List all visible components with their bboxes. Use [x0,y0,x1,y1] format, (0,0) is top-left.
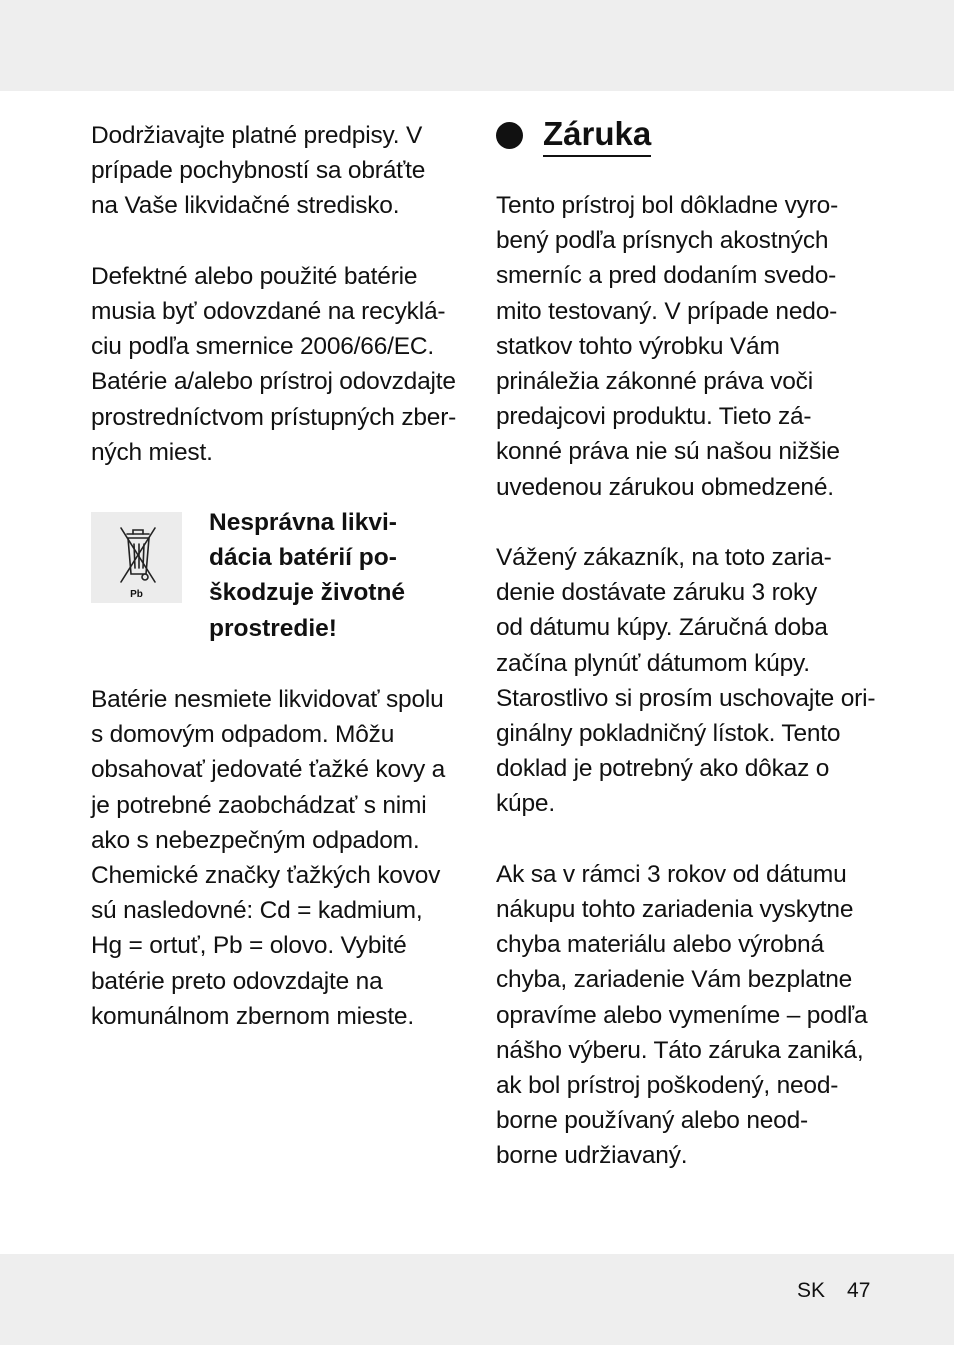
warning-line: škodzuje životné [209,579,406,607]
text-line: uvedenou zárukou obmedzené. [496,473,834,501]
text-line: borne udržiavaný. [496,1142,688,1170]
text-line: Vážený zákazník, na toto zaria- [496,544,832,572]
text-line: Ak sa v rámci 3 rokov od dátumu [496,860,847,888]
warning-line: Nesprávna likvi- [209,509,397,536]
text-line: opravíme alebo vymeníme – podľa [496,1001,868,1029]
warranty-intro-paragraph [496,188,868,505]
warning-text [209,505,469,646]
right-column [496,188,876,1174]
bullet-icon [496,122,523,149]
text-line: komunálnom zbernom mieste. [91,1002,414,1030]
text-line: Starostlivo si prosím uschovajte ori- [496,684,876,712]
text-line: musia byť odovzdané na recyklá- [91,298,446,325]
text-line: statkov tohto výrobku Vám [496,332,780,360]
text-line: na Vaše likvidačné stredisko. [91,192,400,220]
section-heading [496,112,651,158]
text-line: ginálny pokladničný lístok. Tento [496,720,841,748]
text-line: bený podľa prísnych akostných [496,227,829,255]
text-line: nákupu tohto zariadenia vyskytne [496,896,854,924]
text-line: Batérie a/alebo prístroj odovzdajte [91,368,456,396]
bin-icon-label: Pb [130,589,143,600]
text-line: ciu podľa smernice 2006/66/EC. [91,333,434,361]
text-line: ak bol prístroj poškodený, neod- [496,1072,839,1100]
text-line: predajcovi produktu. Tieto zá- [496,403,812,431]
text-line: doklad je potrebný ako dôkaz o [496,755,830,783]
text-line: chyba materiálu alebo výrobná [496,931,824,959]
text-line: je potrebné zaobchádzať s nimi [91,791,427,819]
warning-line: prostredie! [209,614,337,642]
disposal-rules-paragraph [91,118,463,224]
text-line: začína plynúť dátumom kúpy. [496,649,810,677]
text-line: Hg = ortuť, Pb = olovo. Vybité [91,932,407,960]
text-line: Batérie nesmiete likvidovať spolu [91,686,444,713]
text-line: nášho výberu. Táto záruka zaniká, [496,1036,864,1064]
battery-recycling-paragraph [91,259,463,470]
text-line: Defektné alebo použité batérie [91,262,418,290]
page-number: 47 [847,1279,871,1302]
crossed-out-wheelie-bin-icon [91,512,182,603]
left-column [91,118,463,470]
text-line: konné práva nie sú našou nižšie [496,438,840,466]
text-line: ako s nebezpečným odpadom. [91,826,420,854]
text-line: obsahovať jedovaté ťažké kovy a [91,756,446,784]
text-line: denie dostávate záruku 3 roky [496,579,818,607]
text-line: prináležia zákonné práva voči [496,368,813,396]
text-line: chyba, zariadenie Vám bezplatne [496,966,853,994]
heavy-metals-paragraph [91,682,463,1034]
text-line: Dodržiavajte platné predpisy. V [91,122,423,149]
text-line: sú nasledovné: Cd = kadmium, [91,897,423,925]
page-footer [797,1277,870,1305]
warning-line: dácia batérií po- [209,544,397,572]
text-line: batérie preto odovzdajte na [91,967,383,995]
text-line: prípade pochybností sa obráťte [91,157,426,185]
text-line: Tento prístroj bol dôkladne vyro- [496,192,839,219]
top-band [0,0,954,91]
text-line: s domovým odpadom. Môžu [91,721,395,749]
text-line: Chemické značky ťažkých kovov [91,862,441,890]
warranty-conditions-paragraph [496,857,868,1174]
text-line: kúpe. [496,790,555,818]
section-title: Záruka [543,114,651,157]
text-line: mito testovaný. V prípade nedo- [496,297,838,325]
text-line: ných miest. [91,438,213,466]
text-line: od dátumu kúpy. Záručná doba [496,614,828,642]
warranty-period-paragraph [496,540,876,822]
text-line: borne používaný alebo neod- [496,1107,808,1135]
language-code: SK [797,1279,826,1302]
text-line: smerníc a pred dodaním svedo- [496,262,837,290]
text-line: prostredníctvom prístupných zber- [91,403,457,431]
